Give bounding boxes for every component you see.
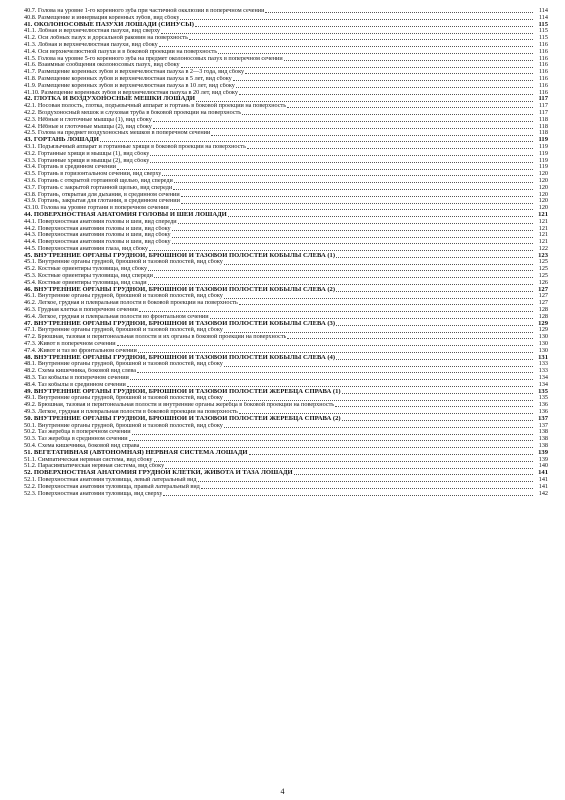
toc-page-number: 120 (538, 177, 548, 184)
toc-entry (24, 110, 548, 117)
toc-entry (24, 171, 548, 178)
toc-entry (24, 491, 548, 498)
dot-leader (154, 461, 534, 462)
dot-leader (211, 135, 533, 136)
toc-entry-title: 45.3. Костные ориентиры туловища, вид спереди (24, 273, 153, 280)
toc-page-number: 130 (538, 341, 548, 348)
toc-page-number: 116 (538, 41, 548, 48)
toc-page-number: 116 (538, 62, 548, 69)
dot-leader (163, 495, 533, 496)
dot-leader (201, 488, 533, 489)
dot-leader (342, 420, 533, 421)
toc-page-number: 142 (538, 490, 548, 497)
toc-entry (24, 49, 548, 56)
toc-page-number: 139 (538, 449, 548, 456)
toc-entry-title: 43.3. Гортанные хрящи и мышцы (2), вид сбоку (24, 157, 150, 164)
toc-entry (24, 192, 548, 199)
toc-page-number: 131 (538, 354, 548, 361)
toc-section-heading (24, 212, 548, 219)
toc-page-number: 120 (538, 184, 548, 191)
toc-entry (24, 8, 548, 15)
toc-entry-title: 40.7. Голова на уровне 1-го коренного зуба при частичной окклюзии в поперечном сечении (24, 8, 265, 14)
dot-leader (161, 33, 533, 34)
toc-page-number: 119 (538, 150, 548, 157)
dot-leader (173, 189, 533, 190)
toc-section-heading (24, 22, 548, 29)
toc-page-number: 125 (538, 259, 548, 266)
dot-leader (236, 87, 533, 88)
dot-leader (242, 114, 533, 115)
toc-page-number: 114 (538, 14, 548, 21)
dot-leader (181, 67, 533, 68)
toc-entry-title: 49.1. Внутренние органы грудной, брюшной и тазовой полостей, вид сбоку (24, 395, 223, 402)
dot-leader (245, 73, 533, 74)
dot-leader (172, 237, 533, 238)
dot-leader (247, 148, 533, 149)
toc-page-number: 137 (538, 415, 548, 422)
toc-section-heading (24, 389, 548, 396)
toc-entry-title: 46.2. Легкое, грудная и плевральная полости в боковой проекции на поверхность (24, 300, 238, 307)
toc-entry-title: 42.2. Воздухоносный мешок и слуховая труба в боковой проекции на поверхность (24, 109, 242, 116)
toc-page-number: 116 (538, 69, 548, 76)
toc-entry (24, 361, 548, 368)
toc-page-number: 135 (538, 395, 548, 402)
toc-entry-title: 43.7. Гортань с закрытой гортанной щелью, вид спереди (24, 184, 173, 191)
dot-leader (117, 345, 533, 346)
toc-page-number: 120 (538, 205, 548, 212)
toc-page-number: 121 (538, 225, 548, 232)
toc-entry (24, 429, 548, 436)
toc-section-heading (24, 287, 548, 294)
toc-page-number: 116 (538, 55, 548, 62)
toc-page-number: 115 (538, 21, 548, 28)
toc-entry (24, 457, 548, 464)
toc-entry (24, 477, 548, 484)
toc-entry (24, 158, 548, 165)
toc-entry (24, 348, 548, 355)
dot-leader (239, 94, 533, 95)
toc-page-number: 120 (538, 191, 548, 198)
dot-leader (189, 39, 533, 40)
dot-leader (239, 304, 533, 305)
dot-leader (162, 175, 533, 176)
toc-section-heading (24, 355, 548, 362)
dot-leader (154, 277, 533, 278)
toc-entry-title: 42.3. Нёбные и глоточные мышцы (1), вид сбоку (24, 116, 152, 123)
dot-leader (210, 318, 533, 319)
toc-page-number: 141 (538, 470, 548, 477)
toc-entry (24, 56, 548, 63)
toc-page-number: 117 (538, 96, 548, 103)
dot-leader (284, 60, 533, 61)
toc-page-number: 116 (538, 89, 548, 96)
toc-page-number: 116 (538, 75, 548, 82)
toc-page-number: 119 (538, 157, 548, 164)
toc-entry (24, 334, 548, 341)
dot-leader (287, 338, 533, 339)
dot-leader (196, 101, 533, 102)
toc-entry (24, 402, 548, 409)
dot-leader (130, 379, 533, 380)
toc-entry-title: 41. ОКОЛОНОСОВЫЕ ПАЗУХИ ЛОШАДИ (СИНУСЫ) (24, 21, 194, 28)
toc-entry (24, 42, 548, 49)
toc-entry (24, 463, 548, 470)
toc-page-number: 128 (538, 307, 548, 314)
toc-page-number: 138 (538, 429, 548, 436)
dot-leader (181, 196, 533, 197)
toc-entry-title: 42.5. Голова на предмет воздухоносных мешков в поперечном сечении (24, 130, 211, 137)
toc-entry-title: 43.9. Гортань, закрытая для глотания, в срединном сечении (24, 198, 180, 205)
toc-entry-title: 43. ГОРТАНЬ ЛОШАДИ (24, 137, 99, 144)
toc-entry (24, 205, 548, 212)
toc-entry-title: 49. ВНУТРЕННИЕ ОРГАНЫ ГРУДНОЙ, БРЮШНОЙ И ТАЗОВОЙ ПОЛОСТЕЙ ЖЕРЕБЦА СПРАВА (1) (24, 388, 341, 395)
dot-leader (153, 128, 533, 129)
toc-entry (24, 62, 548, 69)
dot-leader (100, 141, 533, 142)
dot-leader (149, 250, 533, 251)
toc-page-number: 130 (538, 347, 548, 354)
toc-entry (24, 314, 548, 321)
toc-page-number: 121 (538, 232, 548, 239)
toc-entry (24, 293, 548, 300)
toc-entry-title: 51.1. Симпатическая нервная система, вид сбоку (24, 456, 153, 463)
dot-leader (342, 393, 533, 394)
toc-entry-title: 41.4. Оси верхнечелюстной пазухи и в боковой проекции на поверхность (24, 48, 218, 55)
dot-leader (148, 284, 533, 285)
toc-entry (24, 35, 548, 42)
toc-entry-title: 41.5. Голова на уровне 5-го коренного зуба на предмет околоносовых пазух в поперечном сечении (24, 55, 283, 62)
toc-entry-title: 45. ВНУТРЕННИЕ ОРГАНЫ ГРУДНОЙ, БРЮШНОЙ И ТАЗОВОЙ ПОЛОСТЕЙ КОБЫЛЫ СЛЕВА (1) (24, 252, 336, 259)
toc-entry-title: 47.1. Внутренние органы грудной, брюшной и тазовой полостей, вид сбоку (24, 327, 223, 334)
toc-entry-title: 48. ВНУТРЕННИЕ ОРГАНЫ ГРУДНОЙ, БРЮШНОЙ И ТАЗОВОЙ ПОЛОСТЕЙ КОБЫЛЫ СЛЕВА (4) (24, 354, 336, 361)
toc-section-heading (24, 96, 548, 103)
toc-section-heading (24, 253, 548, 260)
dot-leader (178, 223, 533, 224)
toc-entry-title: 47.4. Живот и таз во фронтальном сечении (24, 347, 137, 354)
toc-entry-title: 50. ВНУТРЕННИЕ ОРГАНЫ ГРУДНОЙ, БРЮШНОЙ И ТАЗОВОЙ ПОЛОСТЕЙ ЖЕРЕБЦА СПРАВА (2) (24, 415, 341, 422)
dot-leader (336, 359, 533, 360)
toc-entry-title: 43.8. Гортань, открытая для дыхания, в срединном сечении (24, 191, 180, 198)
dot-leader (153, 121, 533, 122)
toc-entry-title: 47.2. Брюшная, тазовая и перитонеальная полости и их органы в боковой проекции на поверхность (24, 334, 287, 341)
toc-page-number: 128 (538, 313, 548, 320)
toc-entry-title: 48.4. Таз кобылы в срединном сечении (24, 381, 126, 388)
toc-page-number: 136 (538, 409, 548, 416)
toc-page-number: 115 (538, 35, 548, 42)
toc-entry-title: 41.7. Размещение коренных зубов и верхнечелюстная пазуха в 2—3 года, вид сбоку (24, 69, 245, 76)
dot-leader (294, 474, 533, 475)
toc-entry-title: 50.1. Внутренние органы грудной, брюшной и тазовой полостей, вид сбоку (24, 422, 223, 429)
toc-entry-title: 44. ПОВЕРХНОСТНАЯ АНАТОМИЯ ГОЛОВЫ И ШЕИ ЛОШАДИ (24, 211, 227, 218)
dot-leader (265, 12, 533, 13)
toc-page-number: 125 (538, 273, 548, 280)
toc-entry (24, 76, 548, 83)
toc-entry-title: 52.1. Поверхностная анатомия туловища, левый латеральный вид (24, 476, 197, 483)
dot-leader (224, 264, 533, 265)
toc-page-number: 121 (538, 239, 548, 246)
toc-entry-title: 45.2. Костные ориентиры туловища, вид сбоку (24, 266, 148, 273)
toc-page-number: 133 (538, 361, 548, 368)
toc-entry (24, 368, 548, 375)
dot-leader (287, 107, 533, 108)
toc-page-number: 121 (538, 211, 548, 218)
toc-entry-title: 44.5. Поверхностная анатомия глаза, вид сбоку (24, 245, 148, 252)
toc-page-number: 136 (538, 402, 548, 409)
toc-entry-title: 41.2. Оси лобных пазух и дорсальной раковин на поверхность (24, 35, 188, 42)
toc-entry-title: 44.3. Поверхностная анатомия головы и шеи, вид сбоку (24, 232, 171, 239)
toc-entry-title: 40.8. Размещение и иннервация коренных зубов, вид сбоку (24, 14, 180, 21)
toc-page-number: 120 (538, 171, 548, 178)
toc-entry (24, 164, 548, 171)
toc-section-heading (24, 321, 548, 328)
dot-leader (150, 162, 533, 163)
toc-entry-title: 47.3. Живот в поперечном сечении (24, 341, 116, 348)
toc-page-number: 114 (538, 8, 548, 14)
toc-entry-title: 41.9. Размещение коренных зубов и верхнечелюстная пазуха в 10 лет, вид сбоку (24, 82, 235, 89)
toc-entry (24, 382, 548, 389)
toc-page-number: 137 (538, 422, 548, 429)
dot-leader (129, 440, 533, 441)
toc-entry-title: 43.5. Гортань в горизонтальном сечении, вид сверху (24, 171, 162, 178)
toc-entry (24, 341, 548, 348)
toc-entry (24, 484, 548, 491)
dot-leader (172, 243, 533, 244)
toc-page-number: 125 (538, 266, 548, 273)
toc-page-number: 117 (538, 109, 548, 116)
toc-page-number: 129 (538, 327, 548, 334)
toc-entry-title: 44.1. Поверхностная анатомия головы и шеи, вид спереди (24, 218, 177, 225)
toc-section-heading (24, 137, 548, 144)
toc-page-number: 126 (538, 279, 548, 286)
dot-leader (195, 26, 533, 27)
toc-page-number: 123 (538, 252, 548, 259)
toc-page-number: 133 (538, 368, 548, 375)
toc-entry (24, 28, 548, 35)
toc-entry-title: 48.2. Схема кишечника, боковой вид слева (24, 368, 137, 375)
toc-page-number: 116 (538, 82, 548, 89)
toc-entry-title: 43.2. Гортанные хрящи и мышцы (1), вид сбоку (24, 150, 150, 157)
toc-entry-title: 48.1. Внутренние органы грудной, брюшной и тазовой полостей, вид сбоку (24, 361, 223, 368)
toc-entry-title: 46.1. Внутренние органы грудной, брюшной и тазовой полостей, вид сбоку (24, 293, 223, 300)
dot-leader (224, 400, 533, 401)
dot-leader (228, 216, 533, 217)
toc-section-heading (24, 416, 548, 423)
toc-entry (24, 69, 548, 76)
toc-entry-title: 52.2. Поверхностная анатомия туловища, правый латеральный вид (24, 483, 200, 490)
toc-entry (24, 130, 548, 137)
toc-entry (24, 246, 548, 253)
toc-entry-title: 51.2. Парасимпатическая нервная система, вид сбоку (24, 463, 165, 470)
toc-page-number: 119 (538, 143, 548, 150)
toc-entry-title: 51. ВЕГЕТАТИВНАЯ (АВТОНОМНАЯ) НЕРВНАЯ СИСТЕМА ЛОШАДИ (24, 449, 248, 456)
toc-page-number: 141 (538, 476, 548, 483)
toc-entry-title: 42.1. Носовая полость, глотка, подъязычный аппарат и гортань в боковой проекции на поверхность (24, 103, 287, 110)
toc-entry-title: 52.3. Поверхностная анатомия туловища, вид сверху (24, 490, 163, 497)
toc-entry-title: 46. ВНУТРЕННИЕ ОРГАНЫ ГРУДНОЙ, БРЮШНОЙ И ТАЗОВОЙ ПОЛОСТЕЙ КОБЫЛЫ СЛЕВА (2) (24, 286, 336, 293)
toc-page-number: 134 (538, 375, 548, 382)
toc-page-number: 138 (538, 436, 548, 443)
toc-entry (24, 327, 548, 334)
toc-entry (24, 273, 548, 280)
toc-page-number: 121 (538, 218, 548, 225)
dot-leader (148, 270, 533, 271)
dot-leader (336, 325, 533, 326)
toc-entry (24, 15, 548, 22)
toc-entry (24, 259, 548, 266)
toc-page-number: 119 (538, 137, 548, 144)
toc-entry (24, 375, 548, 382)
dot-leader (150, 155, 533, 156)
toc-entry-title: 50.3. Таз жеребца в срединном сечении (24, 436, 128, 443)
toc-entry-title: 41.6. Взаимные сообщения околоносовых пазух, вид сбоку (24, 62, 180, 69)
toc-entry-title: 42.4. Нёбные и глоточные мышцы (2), вид сбоку (24, 123, 152, 130)
toc-entry (24, 151, 548, 158)
dot-leader (224, 366, 533, 367)
toc-entry-title: 41.8. Размещение коренных зубов и верхнечелюстная пазуха в 5 лет, вид сбоку (24, 75, 232, 82)
toc-entry (24, 239, 548, 246)
dot-leader (138, 352, 533, 353)
dot-leader (132, 434, 533, 435)
toc-entry-title: 44.4. Поверхностная анатомия головы и шеи, вид сбоку (24, 239, 171, 246)
toc-entry (24, 117, 548, 124)
toc-entry (24, 395, 548, 402)
dot-leader (165, 468, 533, 469)
toc-entry (24, 423, 548, 430)
toc-page-number: 129 (538, 320, 548, 327)
toc-entry-title: 46.4. Легкое, грудная и плевральная полости во фронтальном сечении (24, 313, 209, 320)
toc-entry-title: 50.2. Таз жеребца в поперечном сечении (24, 429, 131, 436)
table-of-contents (24, 8, 548, 497)
toc-entry-title: 45.4. Костные ориентиры туловища, вид сзади (24, 279, 147, 286)
toc-page-number: 116 (538, 48, 548, 55)
dot-leader (233, 80, 533, 81)
toc-entry (24, 90, 548, 97)
toc-entry (24, 219, 548, 226)
toc-section-heading (24, 470, 548, 477)
toc-entry (24, 198, 548, 205)
toc-entry-title: 49.2. Брюшная, тазовая и перитонеальная полости и внутренние органы жеребца в боковой проекции на поверхность (24, 402, 335, 409)
dot-leader (174, 182, 533, 183)
toc-entry (24, 83, 548, 90)
toc-entry (24, 232, 548, 239)
toc-entry-title: 43.1. Подъязычный аппарат и гортанные хрящи в боковой проекции на поверхность (24, 143, 246, 150)
toc-page-number: 127 (538, 300, 548, 307)
page-number: 4 (280, 787, 285, 796)
toc-page-number: 122 (538, 245, 548, 252)
toc-entry (24, 185, 548, 192)
toc-entry-title: 41.3. Лобная и верхнечелюстная пазухи, вид сбоку (24, 41, 158, 48)
dot-leader (172, 230, 533, 231)
dot-leader (224, 427, 533, 428)
toc-page-number: 127 (538, 286, 548, 293)
toc-entry-title: 43.10. Голова на уровне гортани в поперечном сечении (24, 205, 169, 212)
toc-page-number: 127 (538, 293, 548, 300)
toc-entry-title: 49.3. Легкое, грудная и плевральная полости в боковой проекции на поверхность (24, 409, 238, 416)
toc-page-number: 140 (538, 463, 548, 470)
dot-leader (137, 372, 533, 373)
dot-leader (335, 406, 533, 407)
toc-page-number: 118 (538, 123, 548, 130)
toc-page-number: 115 (538, 28, 548, 35)
dot-leader (140, 447, 533, 448)
toc-entry (24, 307, 548, 314)
toc-entry-title: 43.4. Гортань в срединном сечении (24, 164, 116, 171)
dot-leader (139, 311, 533, 312)
toc-entry-title: 41.10. Размещение коренных зубов и верхнечелюстная пазуха в 20 лет, вид сбоку (24, 89, 238, 96)
toc-page-number: 117 (538, 103, 548, 110)
dot-leader (170, 209, 533, 210)
toc-entry-title: 45.1. Внутренние органы грудной, брюшной и тазовой полостей, вид сбоку (24, 259, 223, 266)
dot-leader (224, 332, 533, 333)
toc-entry-title: 44.2. Поверхностная анатомия головы и шеи, вид сбоку (24, 225, 171, 232)
dot-leader (181, 203, 533, 204)
dot-leader (239, 413, 533, 414)
toc-page-number: 119 (538, 164, 548, 171)
toc-page-number: 118 (538, 116, 548, 123)
dot-leader (180, 19, 533, 20)
toc-page-number: 141 (538, 483, 548, 490)
toc-entry (24, 144, 548, 151)
toc-entry (24, 266, 548, 273)
dot-leader (198, 481, 534, 482)
dot-leader (336, 257, 533, 258)
toc-entry-title: 47. ВНУТРЕННИЕ ОРГАНЫ ГРУДНОЙ, БРЮШНОЙ И ТАЗОВОЙ ПОЛОСТЕЙ КОБЫЛЫ СЛЕВА (3) (24, 320, 336, 327)
toc-entry (24, 409, 548, 416)
toc-entry (24, 443, 548, 450)
dot-leader (336, 291, 533, 292)
dot-leader (249, 454, 534, 455)
dot-leader (218, 53, 533, 54)
toc-entry (24, 103, 548, 110)
dot-leader (127, 386, 533, 387)
toc-entry-title: 46.3. Грудная клетка в поперечном сечении (24, 307, 138, 314)
dot-leader (224, 298, 533, 299)
toc-entry (24, 436, 548, 443)
toc-page-number: 130 (538, 334, 548, 341)
toc-entry (24, 300, 548, 307)
toc-page-number: 118 (538, 130, 548, 137)
toc-entry (24, 226, 548, 233)
toc-entry-title: 48.3. Таз кобылы в поперечном сечении (24, 375, 129, 382)
toc-entry-title: 41.1. Лобная и верхнечелюстная пазухи, вид сверху (24, 28, 161, 35)
toc-entry-title: 52. ПОВЕРХНОСТНАЯ АНАТОМИЯ ГРУДНОЙ КЛЕТКИ, ЖИВОТА И ТАЗА ЛОШАДИ (24, 470, 293, 477)
toc-entry (24, 178, 548, 185)
toc-page-number: 120 (538, 198, 548, 205)
toc-section-heading (24, 450, 548, 457)
toc-entry (24, 124, 548, 131)
dot-leader (117, 169, 533, 170)
toc-entry-title: 42. ГЛОТКА И ВОЗДУХОНОСНЫЕ МЕШКИ ЛОШАДИ (24, 96, 195, 103)
toc-page-number: 135 (538, 388, 548, 395)
toc-page-number: 134 (538, 381, 548, 388)
toc-entry (24, 280, 548, 287)
toc-page-number: 139 (538, 456, 548, 463)
dot-leader (159, 46, 533, 47)
toc-page-number: 138 (538, 443, 548, 449)
toc-entry-title: 43.6. Гортань с открытой гортанной щелью, вид спереди (24, 177, 173, 184)
toc-entry-title: 50.4. Схема кишечника, боковой вид справа (24, 443, 140, 449)
